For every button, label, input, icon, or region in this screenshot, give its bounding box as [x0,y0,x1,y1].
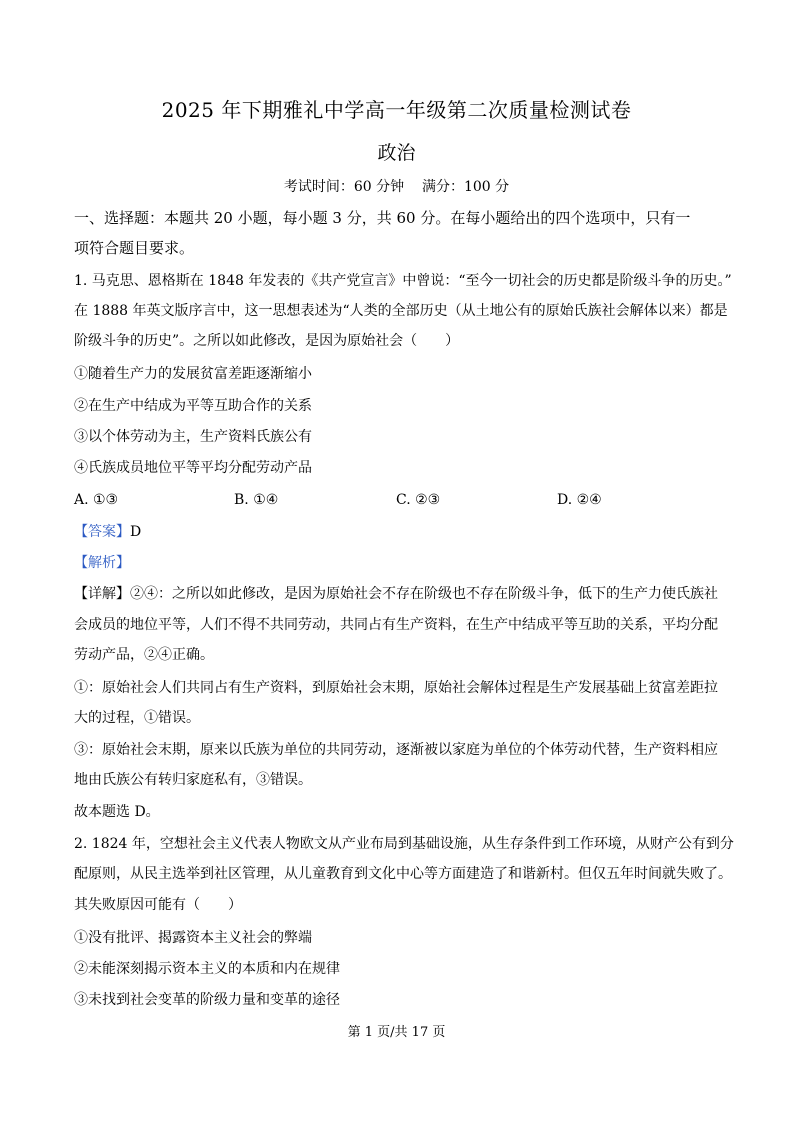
q1-option-d: D. ②④ [557,492,602,508]
q1-detail-line: 大的过程，①错误。 [74,710,200,726]
detail-text: ②④：之所以如此修改，是因为原始社会不存在阶级也不存在阶级斗争，低下的生产力使氏族社 [130,586,718,602]
q1-detail-line: 会成员的地位平等，人们不得不共同劳动，共同占有生产资料，在生产中结成平等互助的关系，平均分配 [74,617,718,633]
q1-option-a: A. ①③ [74,492,119,508]
q1-answer [74,522,141,542]
q1-detail-line: 故本题选 D。 [74,804,160,820]
detail-tag: 【详解】 [74,586,130,602]
q1-detail-line: ③：原始社会末期，原来以氏族为单位的共同劳动，逐渐被以家庭为单位的个体劳动代替，生产资料相应 [74,742,718,758]
q1-stem-line: 1. 马克思、恩格斯在 1848 年发表的《共产党宣言》中曾说：“至今一切社会的历史都是阶级斗争的历史。” [74,273,732,289]
q1-analysis [74,553,130,573]
q1-statement: ①随着生产力的发展贫富差距逐渐缩小 [74,366,312,382]
q2-statement: ③未找到社会变革的阶级力量和变革的途径 [74,992,340,1008]
q1-option-b: B. ①④ [234,492,279,508]
q1-statement: ②在生产中结成为平等互助合作的关系 [74,398,312,414]
exam-title: 2025 年下期雅礼中学高一年级第二次质量检测试卷 [161,98,632,122]
q2-statement: ②未能深刻揭示资本主义的本质和内在规律 [74,961,340,977]
q1-detail-line: 劳动产品，②④正确。 [74,647,214,663]
q1-stem-line: 在 1888 年英文版序言中，这一思想表述为“人类的全部历史（从土地公有的原始氏族社会解体以来）都是 [74,303,728,319]
q1-option-c: C. ②③ [396,492,441,508]
page-footer: 第 1 页/共 17 页 [347,1025,446,1040]
q1-statement: ④氏族成员地位平等平均分配劳动产品 [74,460,312,476]
q2-statement: ①没有批评、揭露资本主义社会的弊端 [74,930,312,946]
section-instruction-cont: 项符合题目要求。 [74,239,195,257]
q2-stem-line: 2. 1824 年，空想社会主义代表人物欧文从产业布局到基础设施，从生存条件到工作环境，从财产公有到分 [74,836,734,852]
q2-stem-line: 配原则，从民主选举到社区管理，从儿童教育到文化中心等方面建造了和谐新村。但仅五年时间就失败了。 [74,866,732,882]
q1-statement: ③以个体劳动为主，生产资料氏族公有 [74,429,312,445]
q1-detail-line: ①：原始社会人们共同占有生产资料，到原始社会末期，原始社会解体过程是生产发展基础上贫富差距拉 [74,680,718,696]
answer-tag: 【答案】 [74,524,130,540]
q2-stem-line: 其失败原因可能有（ ） [74,897,242,913]
exam-info: 考试时间：60 分钟 满分：100 分 [283,179,510,195]
q1-detail-line [74,584,718,604]
section-instruction: 一、选择题：本题共 20 小题，每小题 3 分，共 60 分。在每小题给出的四个选项中，只有一 [74,209,691,227]
q1-stem-line: 阶级斗争的历史”。之所以如此修改，是因为原始社会（ ） [74,333,460,349]
q1-detail-line: 地由氏族公有转归家庭私有，③错误。 [74,772,312,788]
analysis-tag: 【解析】 [74,555,130,571]
subject-heading: 政治 [377,142,416,164]
answer-value: D [130,524,142,540]
